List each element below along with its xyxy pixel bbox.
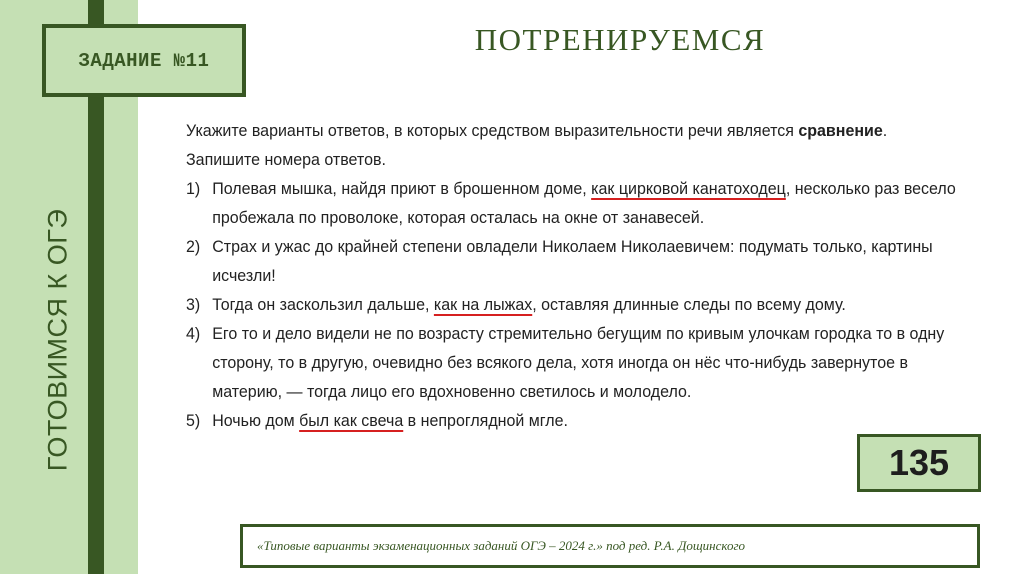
task-number-box [42,24,246,97]
underlined-comparison: был как свеча [299,412,404,430]
underlined-comparison: как на лыжах [433,296,533,314]
vertical-section-title: ГОТОВИМСЯ К ОГЭ [42,208,73,472]
answer-option-5: 5) Ночью дом был как свеча в непроглядной мгле. [186,407,962,436]
task-text [186,117,962,436]
option-number: 3) [186,296,201,314]
answer-box [857,434,981,492]
answer-value: 135 [888,442,950,483]
task-instruction: Укажите варианты ответов, в которых средством выразительности речи является сравнение. Запишите номера ответов. [186,122,888,169]
page-title: ПОТРЕНИРУЕМСЯ [474,22,766,57]
answer-option-3: 3) Тогда он заскользил дальше, как на лыжах, оставляя длинные следы по всему дому. [186,291,962,320]
option-number: 4) [186,325,201,343]
answer-option-2: 2) Страх и ужас до крайней степени овладели Николаем Николаевичем: подумать только, картины исчезли! [186,233,962,291]
answer-option-4: 4) Его то и дело видели не по возрасту стремительно бегущим по кривым улочкам городка то в одну сторону, то в другую, очевидно без всякого дела, хотя иногда он нёс что-нибудь завернутое в материю, — тогда лицо его вдохновенно светилось и молодело. [186,320,962,407]
answer-option-1: 1) Полевая мышка, найдя приют в брошенном доме, как цирковой канатоходец, несколько раз весело пробежала по проволоке, которая осталась на окне от занавесей. [186,175,962,233]
task-number-label: ЗАДАНИЕ №11 [78,49,210,72]
source-citation-box [240,524,980,568]
option-number: 5) [186,412,201,430]
source-citation: «Типовые варианты экзаменационных заданий ОГЭ – 2024 г.» под ред. Р.А. Дощинского [257,538,746,553]
underlined-comparison: как цирковой канатоходец [591,180,786,198]
option-number: 1) [186,180,201,198]
option-number: 2) [186,238,201,256]
